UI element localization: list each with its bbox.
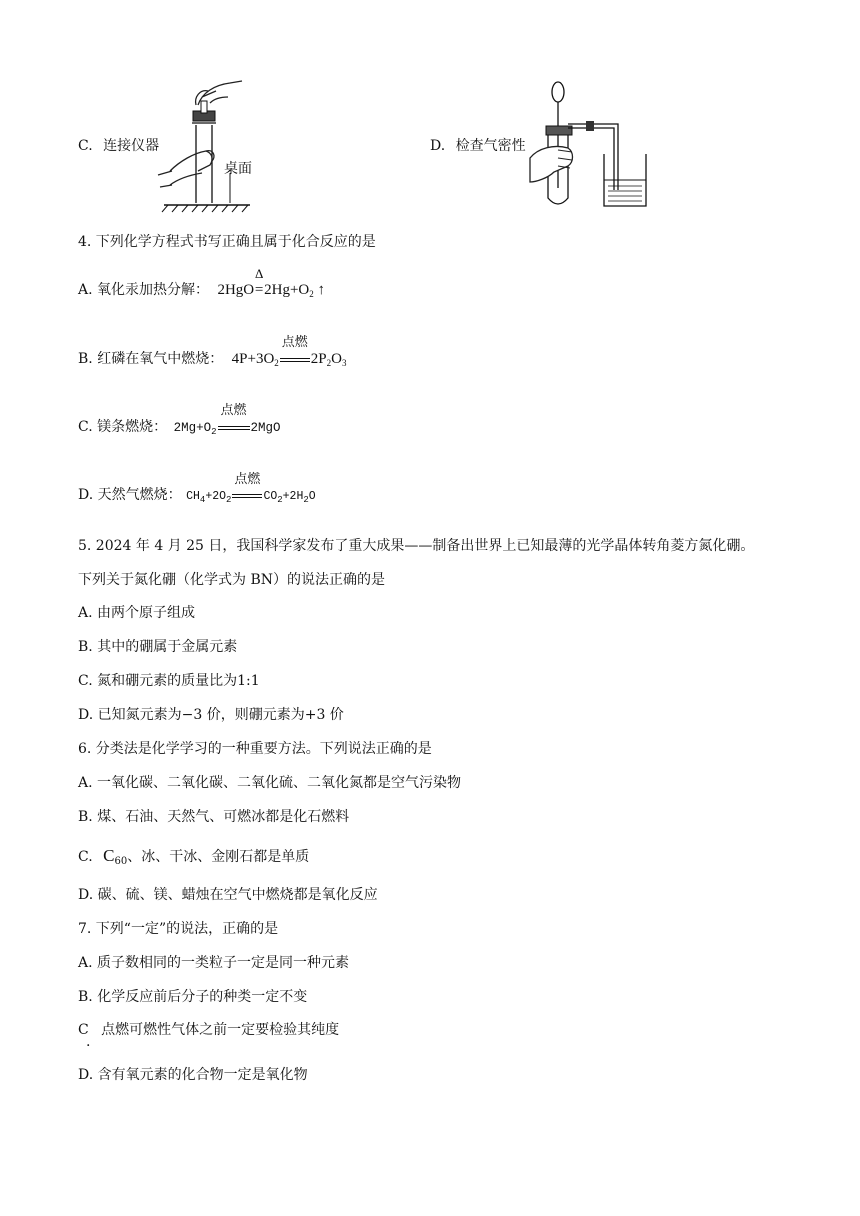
q4-a-right: 2Hg+O [264, 282, 310, 298]
q4-d-label: D. 天然气燃烧： [78, 487, 182, 503]
q4-c-right: 2MgO [250, 421, 281, 435]
q4-c-label: C. 镁条燃烧： [78, 419, 168, 435]
q4-a-label: A. 氧化汞加热分解： [78, 282, 210, 298]
q3-option-d [430, 137, 526, 155]
q4-d-right3: O [308, 490, 316, 503]
q4-d-cond: 点燃 [234, 472, 261, 487]
q6-option-a: A. 一氧化碳、二氧化碳、二氧化硫、二氧化氮都是空气污染物 [78, 775, 462, 791]
q6-option-c [78, 847, 309, 871]
q4-stem: 4. 下列化学方程式书写正确且属于化合反应的是 [78, 234, 376, 250]
q4-b-left: 4P+3O [231, 351, 275, 367]
q7-option-c [78, 1021, 339, 1039]
q4-b-label: B. 红磷在氧气中燃烧： [78, 351, 224, 367]
q5-stem-line2: 下列关于氮化硼（化学式为 BN）的说法正确的是 [78, 572, 385, 588]
q6-c-rest: 、冰、干冰、金刚石都是单质 [127, 849, 310, 865]
test-tube-connect-figure [150, 75, 260, 215]
q7-c-text: 点燃可燃性气体之前一定要检验其纯度 [101, 1022, 340, 1038]
q5-option-c: C. 氮和硼元素的质量比为1:1 [78, 673, 260, 689]
q5-option-a: A. 由两个原子组成 [78, 605, 196, 621]
q3-option-d-text: 检查气密性 [455, 138, 526, 154]
q7-c-letter: C [78, 1022, 89, 1038]
q6-c-formula: C [103, 846, 115, 865]
q7-option-d: D. 含有氧元素的化合物一定是氧化物 [78, 1067, 308, 1083]
q6-option-d: D. 碳、硫、镁、蜡烛在空气中燃烧都是氧化反应 [78, 887, 378, 903]
q6-c-letter: C. [78, 849, 93, 865]
q4-d-left2: +2O [205, 490, 227, 503]
q3-option-d-letter: D. [430, 138, 446, 154]
q7-stem: 7. 下列“一定”的说法，正确的是 [78, 921, 279, 937]
q5-stem-line1: 5. 2024 年 4 月 25 日，我国科学家发布了重大成果——制备出世界上已知最薄的光学晶体转角菱方氮化硼。 [78, 538, 755, 554]
q4-option-d: D. 天然气燃烧： $CH_4+2O_2$ 点燃 $CO_2+2H_2O$ [78, 472, 316, 505]
q3-option-c-text: 连接仪器 [103, 138, 160, 154]
q4-a-cond: Δ [254, 266, 264, 281]
q3-option-c-letter: C. [78, 138, 93, 154]
q4-a-left: 2HgO [217, 282, 255, 298]
q4-d-right: CO [263, 490, 278, 503]
q4-d-right2: +2H [282, 490, 304, 503]
q4-c-cond: 点燃 [220, 403, 247, 418]
q4-option-b: B. 红磷在氧气中燃烧： $4P+3O_2$ 点燃 $2P_2O_3$ [78, 334, 347, 368]
q7-c-dot: . [86, 1034, 91, 1050]
q4-b-cond: 点燃 [281, 334, 308, 349]
q7-option-b: B. 化学反应前后分子的种类一定不变 [78, 989, 308, 1005]
table-surface-label: 桌面 [224, 160, 252, 176]
q4-option-c: C. 镁条燃烧： $2Mg+O_2$ 点燃 2MgO [78, 403, 281, 437]
q5-option-d: D. 已知氮元素为−3 价，则硼元素为+3 价 [78, 707, 344, 723]
q4-b-right-o: O [331, 351, 342, 367]
airtightness-check-figure [528, 78, 678, 213]
q4-c-left: 2Mg+O [173, 421, 212, 435]
q4-d-left: CH [186, 490, 200, 503]
q4-a-arrow: ↑ [317, 282, 326, 298]
q5-option-b: B. 其中的硼属于金属元素 [78, 639, 238, 655]
q3-option-c [78, 137, 159, 155]
q4-option-a: A. 氧化汞加热分解： 2HgO Δ $=2Hg+O_2$ ↑ [78, 266, 326, 299]
q6-option-b: B. 煤、石油、天然气、可燃冰都是化石燃料 [78, 809, 350, 825]
q6-c-sub: 60 [114, 856, 128, 867]
q4-b-right: 2P [310, 351, 327, 367]
q7-option-a: A. 质子数相同的一类粒子一定是同一种元素 [78, 955, 350, 971]
q6-stem: 6. 分类法是化学学习的一种重要方法。下列说法正确的是 [78, 741, 432, 757]
